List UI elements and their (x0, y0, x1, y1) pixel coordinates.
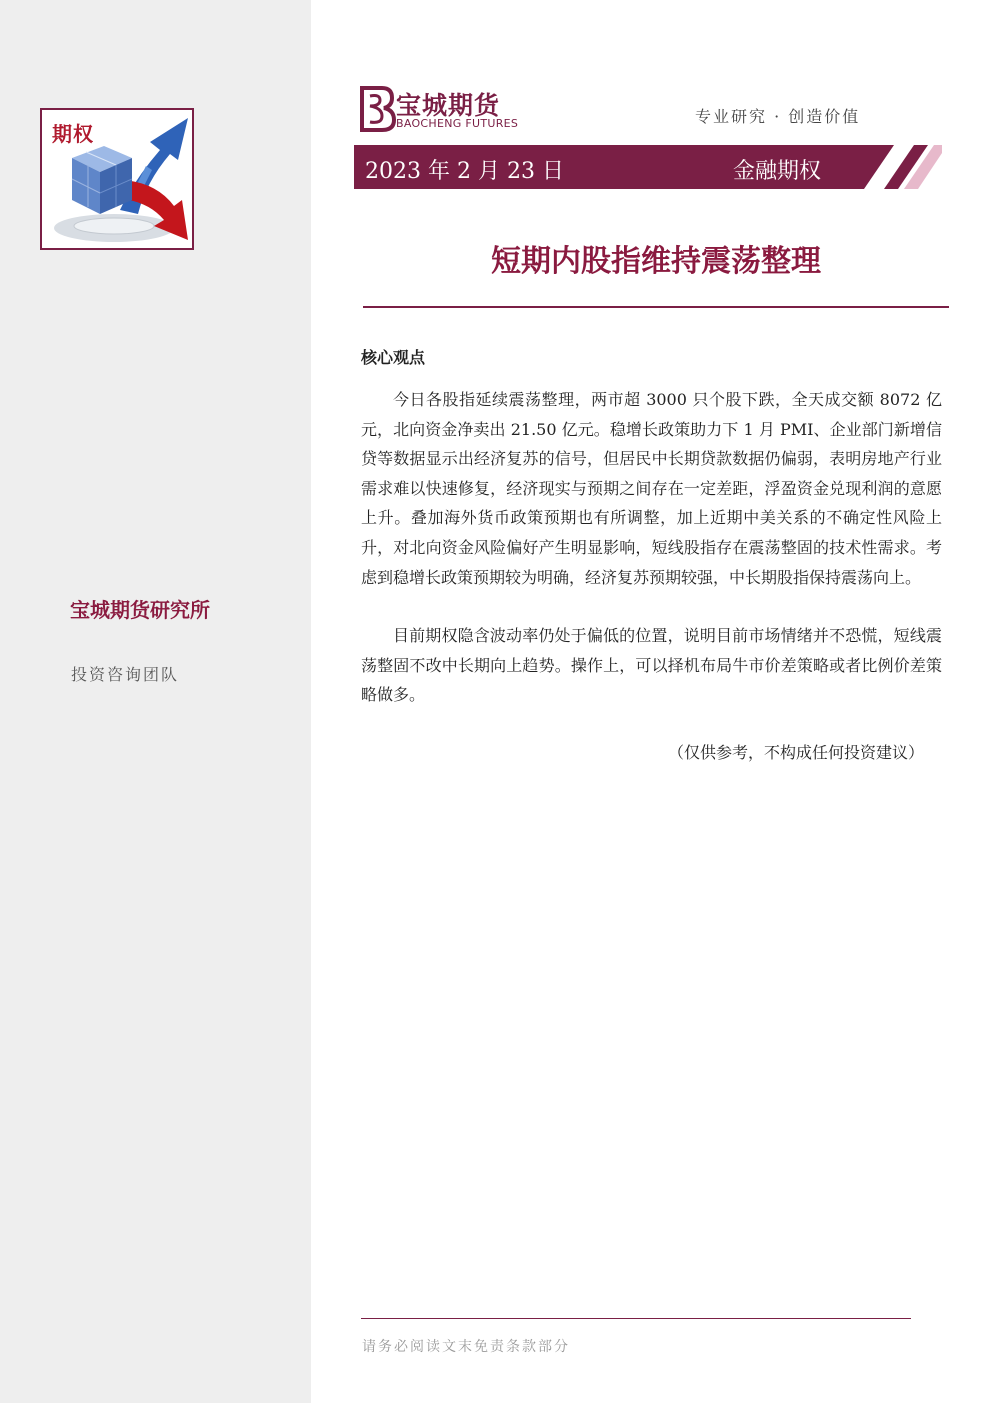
institute-name: 宝城期货研究所 (70, 598, 210, 622)
slogan: 专业研究 · 创造价值 (695, 107, 861, 126)
report-category: 金融期权 (733, 159, 822, 184)
company-name: 宝城期货 (396, 91, 501, 120)
report-date: 2023 年 2 月 23 日 (365, 159, 564, 184)
cover-label: 期权 (52, 122, 94, 146)
paragraph-1: 今日各股指延续震荡整理，两市超 3000 只个股下跌，全天成交额 8072 亿元，北向资金净卖出 21.50 亿元。稳增长政策助力下 1 月 PMI、企业部门新增信贷等数据显示出经济复苏的信号，但居民中长期贷款数据仍偏弱，表明房地产行业需求难以快速修复，经济现实与预期之间存在一定差距，浮盈资金兑现利润的意愿上升。叠加海外货币政策预期也有所调整，加上近期中美关系的不确定性风险上升，对北向资金风险偏好产生明显影响，短线股指存在震荡整固的技术性需求。考虑到稳增长政策预期较为明确，经济复苏预期较强，中长期股指保持震荡向上。 (361, 390, 942, 587)
footer-note: 请务必阅读文末免责条款部分 (362, 1339, 570, 1355)
report-title: 短期内股指维持震荡整理 (491, 244, 821, 279)
options-cover-image (40, 108, 194, 250)
title-divider (363, 306, 949, 308)
company-name-en: BAOCHENG FUTURES (396, 117, 519, 130)
footer-divider (361, 1318, 911, 1319)
left-sidebar (0, 0, 311, 1403)
paragraph-2: 目前期权隐含波动率仍处于偏低的位置，说明目前市场情绪并不恐慌，短线震荡整固不改中长期向上趋势。操作上，可以择机布局牛市价差策略或者比例价差策略做多。 (361, 626, 942, 705)
section-heading: 核心观点 (361, 348, 426, 367)
team-name: 投资咨询团队 (71, 665, 180, 684)
disclaimer: （仅供参考，不构成任何投资建议） (668, 743, 925, 762)
